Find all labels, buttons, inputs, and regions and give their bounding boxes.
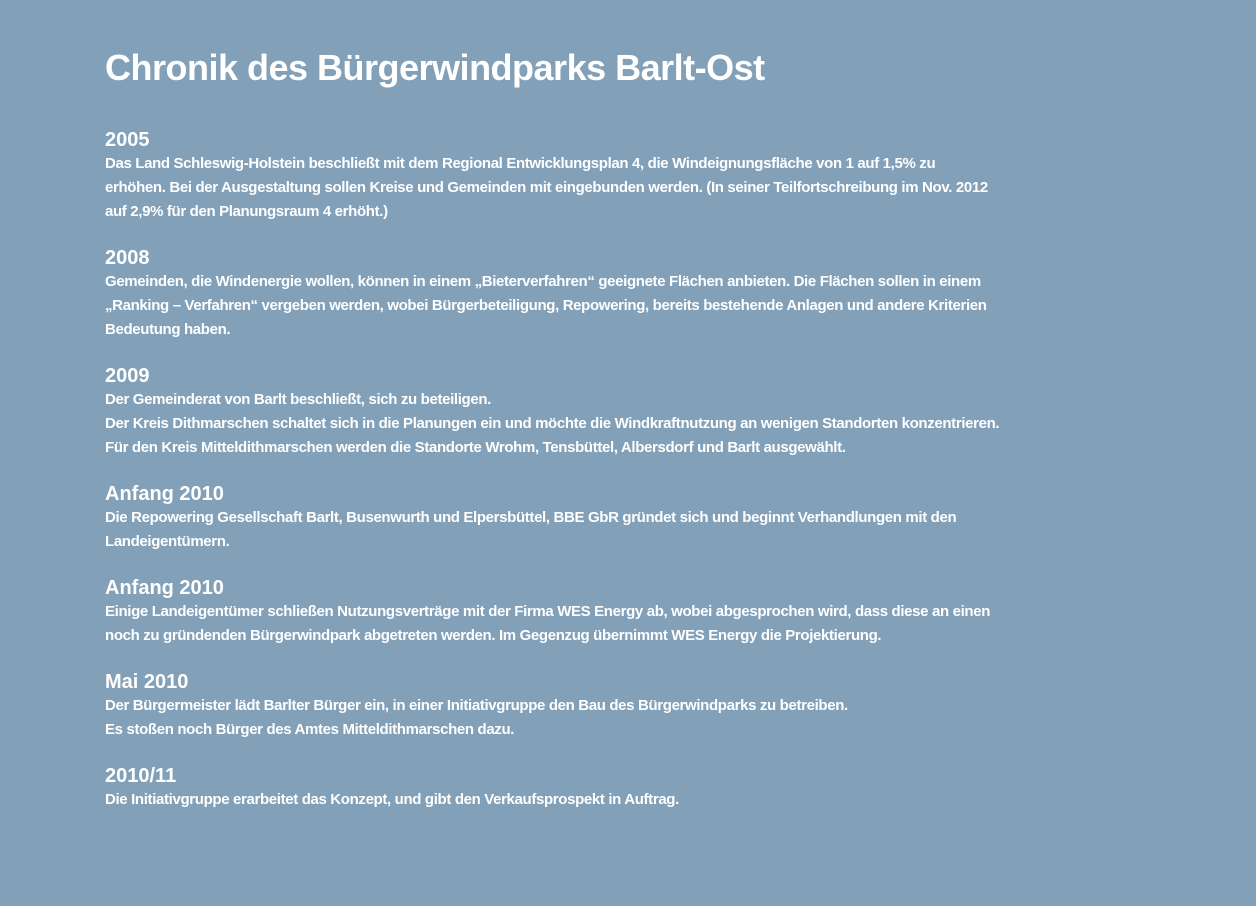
entry-line: Gemeinden, die Windenergie wollen, können in einem „Bieterverfahren“ geeignete Flächen anbieten. Die Flächen sollen in einem [105, 273, 981, 290]
entry-line: „Ranking – Verfahren“ vergeben werden, wobei Bürgerbeteiligung, Repowering, bereits bestehende Anlagen und andere Kriterien [105, 297, 987, 314]
entry-heading: 2010/11 [105, 765, 177, 787]
entry-line: noch zu gründenden Bürgerwindpark abgetreten werden. Im Gegenzug übernimmt WES Energy die Projektierung. [105, 627, 882, 644]
entry-text [105, 270, 1185, 342]
entry-heading: Anfang 2010 [105, 577, 224, 599]
entry-heading: 2009 [105, 365, 150, 387]
entry-line: Einige Landeigentümer schließen Nutzungsverträge mit der Firma WES Energy ab, wobei abgesprochen wird, dass diese an einen [105, 603, 991, 620]
entry-text [105, 600, 1185, 648]
entry-text [105, 694, 1185, 742]
timeline-entry [105, 482, 1185, 554]
entry-line: Die Initiativgruppe erarbeitet das Konzept, und gibt den Verkaufsprospekt in Auftrag. [105, 791, 679, 808]
timeline [105, 128, 1185, 834]
entry-line: Das Land Schleswig-Holstein beschließt mit dem Regional Entwicklungsplan 4, die Windeignungsfläche von 1 auf 1,5% zu [105, 155, 936, 172]
entry-line: Landeigentümern. [105, 533, 230, 550]
page-title: Chronik des Bürgerwindparks Barlt-Ost [105, 47, 765, 88]
entry-line: auf 2,9% für den Planungsraum 4 erhöht.) [105, 203, 388, 220]
timeline-entry [105, 246, 1185, 342]
entry-heading: Anfang 2010 [105, 483, 224, 505]
entry-heading: Mai 2010 [105, 671, 189, 693]
entry-line: Der Gemeinderat von Barlt beschließt, sich zu beteiligen. [105, 391, 491, 408]
entry-text [105, 506, 1185, 554]
entry-heading: 2005 [105, 129, 150, 151]
entry-line: Die Repowering Gesellschaft Barlt, Busenwurth und Elpersbüttel, BBE GbR gründet sich und beginnt Verhandlungen mit den [105, 509, 957, 526]
timeline-entry [105, 364, 1185, 460]
entry-text [105, 388, 1185, 460]
entry-text [105, 788, 1185, 812]
entry-line: erhöhen. Bei der Ausgestaltung sollen Kreise und Gemeinden mit eingebunden werden. (In seiner Teilfortschreibung im Nov. 2012 [105, 179, 988, 196]
timeline-entry [105, 128, 1185, 224]
entry-text [105, 152, 1185, 224]
entry-heading: 2008 [105, 247, 150, 269]
timeline-entry [105, 670, 1185, 742]
entry-line: Es stoßen noch Bürger des Amtes Mitteldithmarschen dazu. [105, 721, 515, 738]
entry-line: Der Kreis Dithmarschen schaltet sich in die Planungen ein und möchte die Windkraftnutzung an wenigen Standorten konzentrieren. [105, 415, 1000, 432]
timeline-entry [105, 576, 1185, 648]
entry-line: Der Bürgermeister lädt Barlter Bürger ein, in einer Initiativgruppe den Bau des Bürgerwindparks zu betreiben. [105, 697, 848, 714]
timeline-entry [105, 764, 1185, 812]
entry-line: Bedeutung haben. [105, 321, 231, 338]
entry-line: Für den Kreis Mitteldithmarschen werden die Standorte Wrohm, Tensbüttel, Albersdorf und Barlt ausgewählt. [105, 439, 846, 456]
